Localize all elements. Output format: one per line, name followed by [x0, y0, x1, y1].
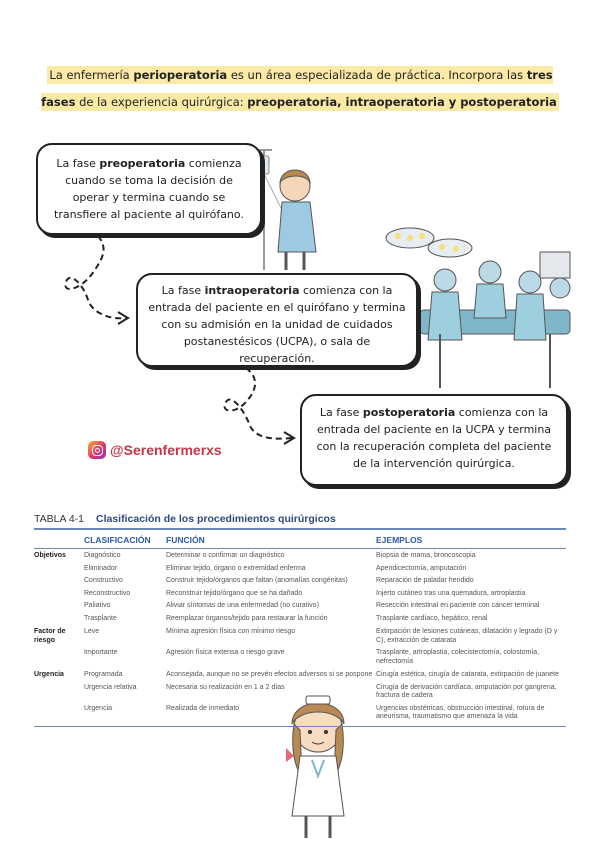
- row-classification: Trasplante: [84, 614, 117, 622]
- row-function: Determinar o confirmar un diagnóstico: [166, 552, 285, 559]
- table-row: [34, 647, 566, 668]
- row-category: [34, 705, 84, 722]
- table-row: [34, 626, 566, 647]
- table-row: [34, 588, 566, 601]
- intro-highlight: La enfermería perioperatoria es un área especializada de práctica. Incorpora las tres fases de la experiencia quirúrgica: preoperatoria, intraoperatoria y postoperatoria: [41, 68, 557, 109]
- row-examples: Apendicectomía, amputación: [376, 564, 467, 572]
- row-function: Necesaria su realización en 1 a 2 días: [166, 683, 285, 691]
- preoperative-bubble: La fase preoperatoria comienza cuando se toma la decisión de operar y termina cuando se transfiere al paciente al quirófano.: [36, 143, 262, 235]
- row-examples: Biopsia de mama, broncoscopia: [376, 552, 476, 559]
- table-row: [34, 600, 566, 613]
- row-function: Reconstruir tejido/órgano que se ha dañado: [166, 589, 303, 597]
- row-category: [34, 615, 84, 624]
- row-examples: Reparación de paladar hendido: [376, 577, 474, 584]
- row-examples: Injerto cutáneo tras una quemadura, artroplastia: [376, 589, 526, 597]
- row-category: Factor de riesgo: [34, 628, 66, 644]
- postoperative-bubble: La fase postoperatoria comienza con la entrada del paciente en la UCPA y termina con la recuperación completa del paciente de la intervención quirúrgica.: [300, 394, 568, 486]
- table-heading: Clasificación de los procedimientos quirúrgicos: [96, 513, 336, 525]
- row-category: [34, 577, 84, 586]
- row-examples: Extirpación de lesiones cutáneas, dilatación y legrado (D y C), extracción de catarata: [376, 628, 558, 644]
- table-row: [34, 575, 566, 588]
- table-title: [34, 513, 566, 530]
- patient-iv-illustration: [258, 150, 316, 270]
- row-category: [34, 590, 84, 599]
- row-classification: Constructivo: [84, 577, 123, 584]
- instagram-icon: [88, 441, 106, 459]
- arrow-intra-to-post: [225, 368, 292, 439]
- intraoperative-bubble: La fase intraoperatoria comienza con la entrada del paciente en el quirófano y termina con su admisión en la unidad de cuidados postanestésicos (UCPA), o sala de recuperación.: [136, 273, 418, 367]
- row-classification: Urgencia relativa: [84, 683, 137, 691]
- row-classification: Diagnóstico: [84, 552, 121, 559]
- row-function: Construir tejido/órganos que faltan (anomalías congénitas): [166, 577, 348, 584]
- table-row: [34, 563, 566, 576]
- table-number: TABLA 4-1: [34, 513, 84, 525]
- row-classification: Paliativo: [84, 602, 111, 609]
- row-examples: Cirugía estética, cirugía de catarata, extirpación de juanete: [376, 671, 559, 678]
- row-examples: Cirugía de derivación cardíaca, amputación por gangrena, fractura de cadera: [376, 683, 557, 699]
- row-examples: Resección intestinal en paciente con cáncer terminal: [376, 602, 540, 609]
- table-body: [34, 550, 566, 724]
- table-row: [34, 669, 566, 682]
- row-function: Aliviar síntomas de una enfermedad (no curativo): [166, 602, 319, 609]
- instagram-handle[interactable]: [88, 441, 222, 459]
- row-category: Urgencia: [34, 671, 64, 678]
- row-examples: Trasplante cardíaco, hepático, renal: [376, 614, 488, 622]
- row-category: Objetivos: [34, 552, 66, 559]
- table-row: [34, 550, 566, 563]
- row-function: Eliminar tejido, órgano o extremidad enferma: [166, 564, 306, 572]
- row-classification: Urgencia: [84, 704, 113, 712]
- handle-text: @Serenfermerxs: [110, 442, 222, 458]
- table-row: [34, 703, 566, 724]
- row-function: Agresión física extensa o riesgo grave: [166, 649, 285, 656]
- row-examples: Urgencias obstétricas, obstrucción intestinal, rotura de aneurisma, traumatismo que amenaza la vida: [376, 704, 545, 720]
- header-examples: EJEMPLOS: [376, 535, 423, 545]
- row-function: Reemplazar órganos/tejido para restaurar la función: [166, 614, 328, 622]
- row-function: Realizada de inmediato: [166, 704, 240, 712]
- table-header: [34, 530, 566, 549]
- row-classification: Reconstructivo: [84, 589, 131, 597]
- row-classification: Importante: [84, 649, 118, 656]
- arrow-pre-to-intra: [65, 236, 126, 318]
- row-category: [34, 649, 84, 666]
- row-category: [34, 684, 84, 701]
- row-classification: Programada: [84, 671, 123, 678]
- row-function: Mínima agresión física con mínimo riesgo: [166, 628, 296, 635]
- header-function: FUNCIÓN: [166, 535, 205, 545]
- header-classification: CLASIFICACIÓN: [84, 535, 151, 545]
- row-category: [34, 602, 84, 611]
- row-examples: Trasplante, artroplastia, colecistectomía, colostomía, nefrectomía: [376, 649, 540, 665]
- row-classification: Eliminador: [84, 564, 118, 572]
- row-function: Aconsejada, aunque no se prevén efectos adversos si se pospone: [166, 671, 373, 678]
- row-category: [34, 565, 84, 574]
- table-row: [34, 613, 566, 626]
- table-bottom-rule: [34, 726, 566, 727]
- row-classification: Leve: [84, 628, 100, 635]
- table-row: [34, 682, 566, 703]
- classification-table: [34, 513, 566, 727]
